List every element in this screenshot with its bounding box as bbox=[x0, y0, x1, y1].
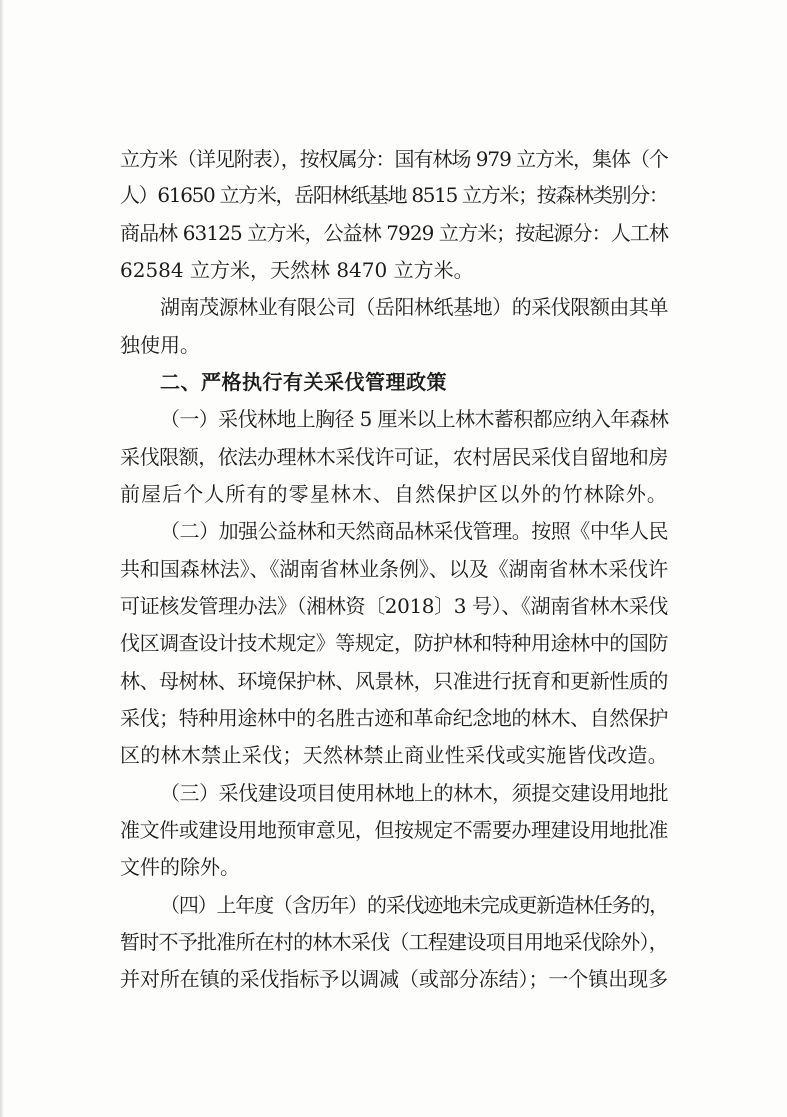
body-line: 区的林木禁止采伐；天然林禁止商业性采伐或实施皆伐改造。 bbox=[120, 743, 668, 767]
body-line: 商品林 63125 立方米，公益林 7929 立方米；按起源分：人工林 bbox=[120, 221, 668, 245]
body-line: 采伐限额，依法办理林木采伐许可证，农村居民采伐自留地和房 bbox=[120, 445, 668, 469]
paragraph-first-line: （一）采伐林地上胸径 5 厘米以上林木蓄积都应纳入年森林 bbox=[160, 407, 669, 431]
body-line: 采伐；特种用途林中的名胜古迹和革命纪念地的林木、自然保护 bbox=[120, 706, 668, 730]
body-line: 林、母树林、环境保护林、风景林，只准进行抚育和更新性质的 bbox=[120, 669, 668, 693]
body-line: 可证核发管理办法》（湘林资〔2018〕3 号）、《湖南省林木采伐 bbox=[120, 594, 668, 618]
paragraph-first-line: （四）上年度（含历年）的采伐迹地未完成更新造林任务的， bbox=[160, 893, 668, 917]
body-line: 前屋后个人所有的零星林木、自然保护区以外的竹林除外。 bbox=[120, 482, 668, 506]
body-line: 准文件或建设用地预审意见，但按规定不需要办理建设用地批准 bbox=[120, 818, 668, 842]
body-line: 伐区调查设计技术规定》等规定，防护林和特种用途林中的国防 bbox=[120, 631, 668, 655]
body-line: 共和国森林法》、《湖南省林业条例》、以及《湖南省林木采伐许 bbox=[120, 557, 668, 581]
body-line: 文件的除外。 bbox=[120, 855, 240, 879]
body-line: 独使用。 bbox=[120, 333, 200, 357]
body-line: 立方米（详见附表），按权属分：国有林场 979 立方米，集体（个 bbox=[120, 147, 668, 171]
body-line: 并对所在镇的采伐指标予以调减（或部分冻结）；一个镇出现多 bbox=[120, 967, 668, 991]
paragraph-first-line: （三）采伐建设项目使用林地上的林木，须提交建设用地批 bbox=[160, 781, 668, 805]
scan-edge-shadow bbox=[0, 0, 4, 1117]
paragraph-first-line: 湖南茂源林业有限公司（岳阳林纸基地）的采伐限额由其单 bbox=[160, 295, 668, 319]
body-line: 暂时不予批准所在村的林木采伐（工程建设项目用地采伐除外）， bbox=[120, 930, 668, 954]
section-heading: 二、严格执行有关采伐管理政策 bbox=[160, 370, 447, 394]
paragraph-first-line: （二）加强公益林和天然商品林采伐管理。按照《中华人民 bbox=[160, 519, 668, 543]
body-line: 62584 立方米，天然林 8470 立方米。 bbox=[120, 258, 474, 282]
body-line: 人）61650 立方米，岳阳林纸基地 8515 立方米；按森林类别分： bbox=[120, 183, 668, 207]
